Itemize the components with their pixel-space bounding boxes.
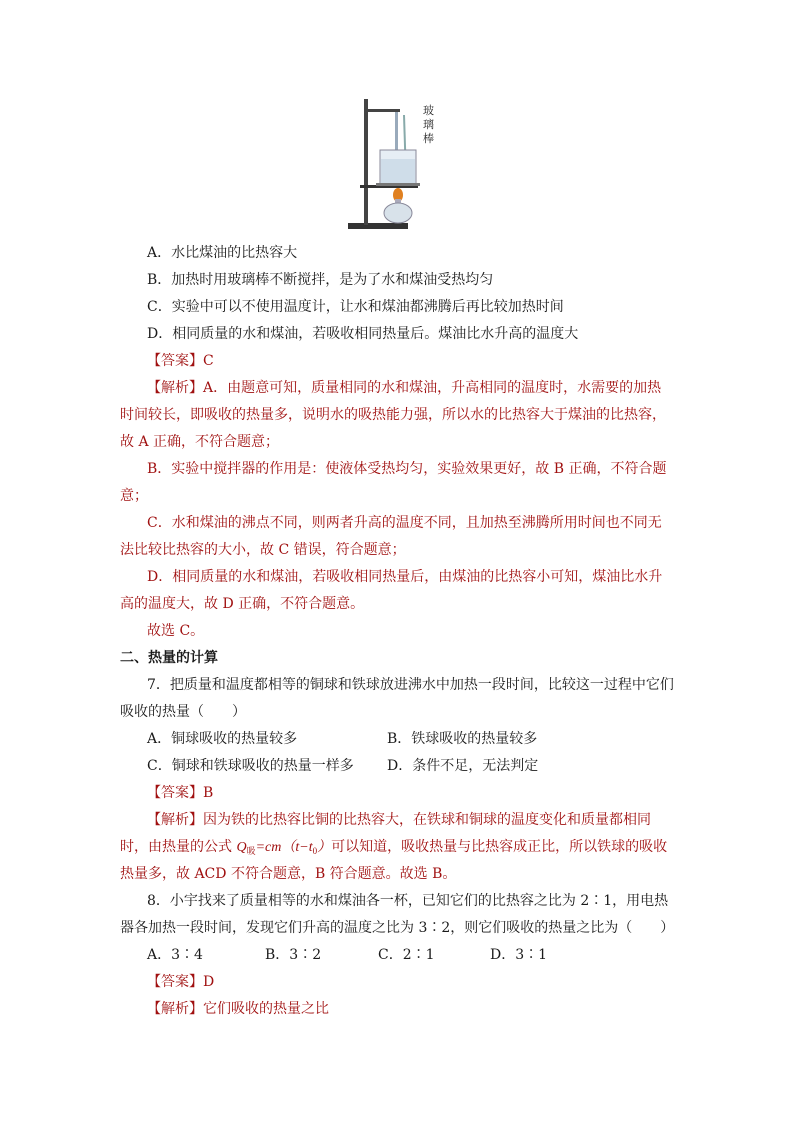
- q7-option-a: A．铜球吸收的热量较多: [147, 731, 298, 747]
- q6-option-b: B．加热时用玻璃棒不断搅拌，是为了水和煤油受热均匀: [147, 272, 494, 288]
- q6-analysis-line: 故 A 正确，不符合题意；: [120, 434, 280, 450]
- q7-analysis-line: 【解析】因为铁的比热容比铜的比热容大，在铁球和铜球的温度变化和质量都相同: [147, 812, 651, 828]
- alcohol-lamp: [384, 203, 412, 223]
- q6-analysis-line: C．水和煤油的沸点不同，则两者升高的温度不同，且加热至沸腾所用时间也不同无: [147, 515, 662, 531]
- q8-option-a: A．3∶4: [147, 947, 203, 963]
- answer-tag: 【答案】: [147, 974, 203, 990]
- q6-analysis-line: 故选 C。: [147, 623, 205, 639]
- heat-formula: $Q_吸=cm(t-t_0)$: [236, 840, 332, 856]
- q7-analysis-line: 热量多，故 ACD 不符合题意，B 符合题意。故选 B。: [120, 866, 457, 882]
- q7-option-d: D．条件不足，无法判定: [387, 758, 539, 774]
- q8-analysis-line: 【解析】它们吸收的热量之比: [147, 1001, 329, 1017]
- analysis-tag: 【解析】: [147, 380, 203, 396]
- q8-answer: [147, 972, 707, 992]
- beaker-liquid: [381, 159, 415, 183]
- q6-answer: [147, 351, 707, 371]
- stand-rod: [364, 99, 368, 225]
- figure-label-glass-rod: 玻璃棒: [423, 104, 434, 145]
- q8-stem-line: 8．小宇找来了质量相等的水和煤油各一杯，已知它们的比热容之比为 2∶1，用电热: [147, 893, 669, 909]
- q8-option-d: D．3∶1: [490, 947, 548, 963]
- q6-analysis-line: D．相同质量的水和煤油，若吸收相同热量后，由煤油的比热容小可知，煤油比水升: [147, 569, 663, 585]
- q6-option-c: C．实验中可以不使用温度计，让水和煤油都沸腾后再比较加热时间: [147, 299, 564, 315]
- analysis-tag: 【解析】: [147, 1001, 203, 1017]
- answer-value: C: [203, 353, 214, 369]
- answer-value: B: [203, 785, 214, 801]
- answer-tag: 【答案】: [147, 785, 203, 801]
- q6-analysis-line: 意；: [120, 488, 148, 504]
- q6-analysis-line: 法比较比热容的大小，故 C 错误，符合题意；: [120, 542, 406, 558]
- gauze: [376, 183, 420, 186]
- q7-stem-line: 7．把质量和温度都相等的铜球和铁球放进沸水中加热一段时间，比较这一过程中它们: [147, 677, 674, 693]
- q6-analysis-line: 【解析】A．由题意可知，质量相同的水和煤油，升高相同的温度时，水需要的加热: [147, 380, 662, 396]
- q7-option-b: B．铁球吸收的热量较多: [387, 731, 538, 747]
- answer-tag: 【答案】: [147, 353, 203, 369]
- answer-value: D: [203, 974, 215, 990]
- q7-answer: [147, 783, 707, 803]
- q6-analysis-line: 时间较长，即吸收的热量多，说明水的吸热能力强，所以水的比热容大于煤油的比热容，: [120, 407, 666, 423]
- analysis-tag: 【解析】: [147, 812, 203, 828]
- q6-option-a: A．水比煤油的比热容大: [147, 245, 298, 261]
- q7-option-c: C．铜球和铁球吸收的热量一样多: [147, 758, 354, 774]
- q6-option-d: D．相同质量的水和煤油，若吸收相同热量后。煤油比水升高的温度大: [147, 326, 579, 342]
- q8-option-b: B．3∶2: [265, 947, 322, 963]
- q8-stem-line: 器各加热一段时间，发现它们升高的温度之比为 3∶2，则它们吸收的热量之比为（ ）: [120, 920, 675, 936]
- q8-option-c: C．2∶1: [378, 947, 435, 963]
- q6-analysis-line: 高的温度大，故 D 正确，不符合题意。: [120, 596, 365, 612]
- section-title: 二、热量的计算: [120, 650, 218, 666]
- q7-analysis-line: 时，由热量的公式 $Q_吸=cm(t-t_0)$可以知道，吸收热量与比热容成正比，所以铁球的吸收: [120, 839, 668, 856]
- q6-analysis-line: B．实验中搅拌器的作用是：使液体受热均匀，实验效果更好，故 B 正确，不符合题: [147, 461, 667, 477]
- clamp-arm-top: [364, 109, 400, 112]
- stand-base: [348, 223, 408, 229]
- q7-stem-line: 吸收的热量（ ）: [120, 704, 246, 720]
